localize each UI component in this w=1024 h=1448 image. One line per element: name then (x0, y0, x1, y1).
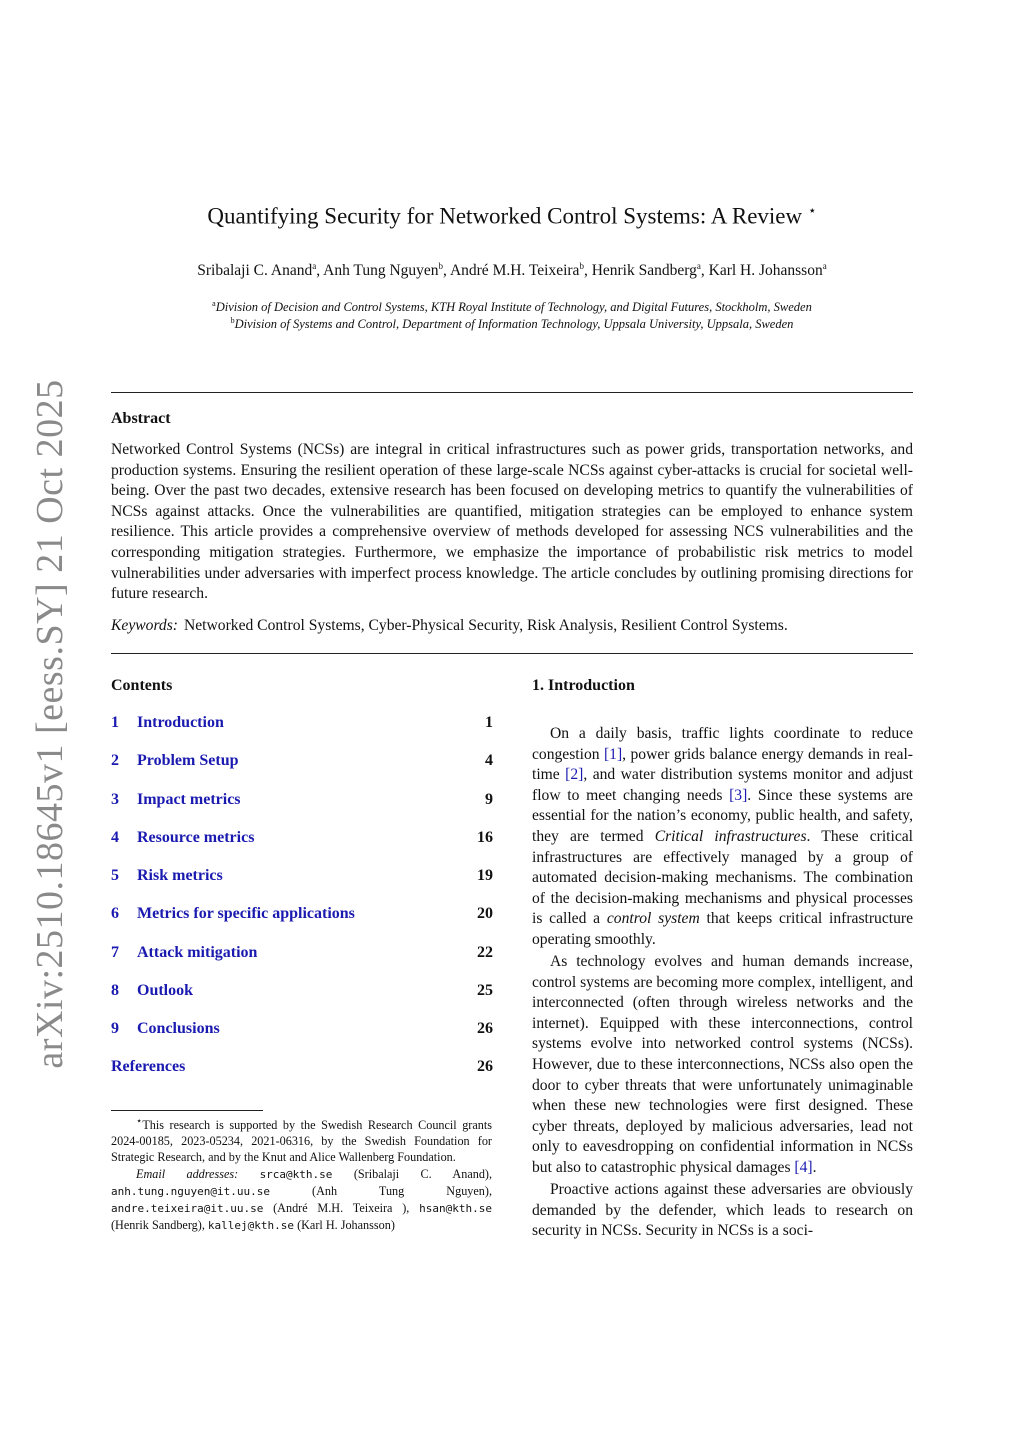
author-affiliation-mark: a (822, 261, 827, 271)
emphasis-term: control system (606, 910, 700, 928)
introduction-paragraph: Proactive actions against these adversaries are obviously demanded by the defender, which leads to research on security in NCSs. Security in NCSs is a soci- (532, 1181, 913, 1240)
funding-text: This research is supported by the Swedish Research Council grants 2024-00185, 2023-05234, 2021-06316, by the Swedish Foundation for Strategic Research, and by the Knut and Alice Wallenberg Foundation. (111, 1118, 492, 1165)
affiliation-mark: a (212, 299, 216, 308)
toc-link[interactable]: Problem Setup (137, 752, 239, 769)
introduction-heading: 1. Introduction (532, 677, 635, 694)
toc-number: 9 (111, 1020, 119, 1037)
email-owner: (Karl H. Johansson) (297, 1218, 395, 1233)
introduction-body (532, 724, 913, 1243)
citation-link[interactable]: [3] (729, 786, 748, 804)
toc-row[interactable] (111, 791, 493, 815)
bottom-divider (111, 653, 913, 654)
email-address[interactable]: anh.tung.nguyen@it.uu.se (111, 1184, 270, 1198)
footnote (111, 1114, 492, 1234)
toc-link[interactable]: Impact metrics (137, 791, 241, 808)
author-affiliation-mark: b (438, 261, 444, 271)
email-owner: (Henrik Sandberg), (111, 1218, 205, 1233)
email-address[interactable]: andre.teixeira@it.uu.se (111, 1202, 264, 1216)
toc-row[interactable] (111, 752, 493, 776)
email-addresses (111, 1166, 492, 1235)
author-list: Sribalaji C. Anand$^a$, Anh Tung Nguyen$^b$, André M.H. Teixeira$^b$, Henrik Sandberg$^a$, Karl H. Johansson$^a$ (197, 261, 827, 280)
toc-link[interactable]: Conclusions (137, 1020, 220, 1037)
citation-link[interactable]: [2] (565, 766, 584, 784)
emphasis-term: Critical infrastructures (654, 827, 807, 845)
keywords-label: Keywords: (111, 617, 178, 634)
contents-heading: Contents (111, 677, 173, 694)
toc-number: 7 (111, 944, 119, 961)
toc-link[interactable]: References (111, 1058, 186, 1075)
footnote-rule (111, 1110, 263, 1111)
toc-row[interactable] (111, 944, 493, 968)
author-name: Sribalaji C. Anand (197, 262, 313, 280)
toc-link[interactable]: Risk metrics (137, 867, 223, 884)
toc-page-number: 26 (477, 1058, 493, 1075)
toc-page-number: 20 (477, 905, 493, 922)
affiliation-mark: b (230, 316, 235, 325)
funding-note (111, 1114, 492, 1166)
introduction-paragraph: On a daily basis, traffic lights coordinate to reduce congestion [1], power grids balance energy demands in real-time [2], and water distribution systems monitor and adjust flow to meet changing needs [3]. Since these systems are essential for the nation’s economy, public health, and safety, they are termed Critical infrastructures. These critical infrastructures are effectively managed by a group of automated decision-making mechanisms. The combination of the decision-making mechanisms and physical processes is called a control system that keeps critical infrastructure operating smoothly. (532, 725, 913, 948)
toc-page-number: 26 (477, 1020, 493, 1037)
email-address[interactable]: kallej@kth.se (207, 1219, 295, 1233)
keywords-text: Networked Control Systems, Cyber-Physical Security, Risk Analysis, Resilient Control Systems. (184, 617, 788, 634)
toc-page-number: 22 (477, 944, 493, 961)
toc-number: 4 (111, 829, 119, 846)
author-affiliation-mark: a (696, 261, 701, 271)
paper-title (0, 203, 1024, 230)
toc-link[interactable]: Metrics for specific applications (137, 905, 355, 922)
toc-link[interactable]: Attack mitigation (137, 944, 258, 961)
keywords (111, 617, 913, 635)
toc-row[interactable] (111, 714, 493, 738)
toc-page-number: 19 (477, 867, 493, 884)
paper-title-text: Quantifying Security for Networked Control Systems: A Review (207, 203, 803, 229)
email-owner: (Sribalaji C. Anand), (353, 1166, 493, 1181)
toc-number: 1 (111, 714, 119, 731)
toc-row[interactable] (111, 867, 493, 891)
toc-page-number: 16 (477, 829, 493, 846)
toc-page-number: 25 (477, 982, 493, 999)
footnote-mark: ⋆ (136, 1116, 143, 1127)
toc-page-number: 1 (485, 714, 493, 731)
toc-link[interactable]: Introduction (137, 714, 224, 731)
author-affiliation-mark: b (579, 261, 584, 271)
email-label: Email addresses: (136, 1166, 239, 1181)
toc-page-number: 4 (485, 752, 493, 769)
affiliation-b (0, 316, 1024, 332)
citation-link[interactable]: [1] (603, 745, 623, 763)
toc-number: 6 (111, 905, 119, 922)
toc-number: 2 (111, 752, 119, 769)
email-address[interactable]: srca@kth.se (259, 1167, 333, 1181)
author-name: André M.H. Teixeira (449, 262, 580, 280)
toc-link[interactable]: Outlook (137, 982, 194, 999)
email-owner: (André M.H. Teixeira ), (273, 1201, 410, 1216)
affiliation-text: Division of Decision and Control Systems, KTH Royal Institute of Technology, and Digital Futures, Stockholm, Sweden (215, 300, 812, 315)
toc-row-references[interactable] (111, 1058, 493, 1082)
toc-page-number: 9 (485, 791, 493, 808)
top-divider (111, 392, 913, 393)
author-affiliation-mark: a (312, 261, 317, 271)
arxiv-identifier: arXiv:2510.18645v1 [eess.SY] 21 Oct 2025 (29, 379, 71, 1069)
toc-number: 8 (111, 982, 119, 999)
citation-link[interactable]: [4] (794, 1158, 813, 1176)
affiliation-text: Division of Systems and Control, Department of Information Technology, Uppsala University, Uppsala, Sweden (234, 317, 794, 332)
toc-row[interactable] (111, 905, 493, 929)
affiliation-a (0, 299, 1024, 315)
toc-row[interactable] (111, 1020, 493, 1044)
abstract-body: Networked Control Systems (NCSs) are integral in critical infrastructures such as power grids, transportation networks, and production systems. Ensuring the resilient operation of these large-scale NCSs against cyber-attacks is crucial for societal well-being. Over the past two decades, extensive research has been focused on developing metrics to quantify the vulnerabilities of NCSs against attacks. Once the vulnerabilities are quantified, mitigation strategies can be employed to enhance system resilience. This article provides a comprehensive overview of methods developed for assessing NCS vulnerabilities and the corresponding mitigation strategies. Furthermore, we emphasize the importance of probabilistic risk metrics to model vulnerabilities under adversaries with imperfect process knowledge. The article concludes by outlining promising directions for future research. (111, 441, 913, 603)
title-footnote-mark[interactable]: ⋆ (807, 204, 817, 219)
toc-number: 5 (111, 867, 119, 884)
introduction-paragraph: As technology evolves and human demands increase, control systems are becoming more complex, intelligent, and interconnected (often through wireless networks and the internet). Equipped with these interconnections, control systems evolve into networked control systems (NCSs). However, due to these interconnections, NCSs also open the door to cyber threats that were unfortunately unimaginable when these new technologies were first designed. These cyber threats, deployed by malicious adversaries, lead not only to eavesdropping on confidential information in NCSs but also to catastrophic physical damages [4]. (532, 953, 913, 1176)
author-name: Anh Tung Nguyen (323, 262, 439, 280)
email-owner: (Anh Tung Nguyen), (312, 1183, 492, 1198)
toc-number: 3 (111, 791, 119, 808)
author-name: Henrik Sandberg (591, 262, 697, 280)
author-name: Karl H. Johansson (708, 262, 823, 280)
email-address[interactable]: hsan@kth.se (419, 1202, 493, 1216)
abstract-heading: Abstract (111, 410, 171, 427)
toc-link[interactable]: Resource metrics (137, 829, 255, 846)
toc-row[interactable] (111, 829, 493, 853)
toc-row[interactable] (111, 982, 493, 1006)
